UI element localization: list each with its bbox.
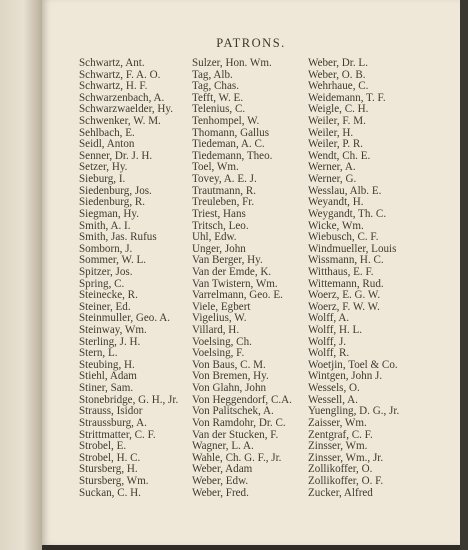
patron-name: Zinsser, Wm. [308, 440, 368, 453]
patron-name: Tritsch, Leo. [192, 219, 249, 232]
patron-name: Zollikoffer, O. [308, 463, 373, 476]
patron-column-2 [192, 58, 292, 499]
patron-name: Steinecke, R. [79, 289, 138, 302]
patron-name: Siedenburg, R. [79, 196, 146, 209]
patron-name: Sterling, J. H. [79, 335, 141, 348]
patron-name: Wiebusch, C. F. [308, 231, 379, 244]
patron-name: Triest, Hans [192, 207, 246, 220]
patron-name: Zinsser, Wm., Jr. [308, 451, 384, 464]
patron-name: Siedenburg, Jos. [79, 184, 152, 197]
patron-name: Suckan, C. H. [79, 486, 141, 499]
patron-name: Strobel, E. [79, 440, 127, 453]
patron-name: Stern, L. [79, 347, 118, 360]
patron-name: Von Glahn, John [192, 382, 267, 395]
patron-name: Strauss, Isidor [79, 405, 143, 418]
patron-name: Strittmatter, C. F. [79, 428, 156, 441]
patron-name: Telenius, C. [192, 103, 246, 116]
patron-name: Vigelius, W. [192, 312, 247, 325]
patron-name: Zaisser, Wm. [308, 416, 367, 429]
patron-name: Somborn, J. [79, 242, 133, 255]
patron-name: Witthaus, E. F. [308, 265, 374, 278]
patron-name: Weber, Dr. L. [308, 57, 368, 69]
patron-name: Woerz, E. G. W. [308, 289, 381, 302]
patron-name: Sulzer, Hon. Wm. [192, 57, 272, 69]
patron-name: Unger, John [192, 242, 246, 255]
page-edge [460, 0, 468, 550]
patron-name: Wolff, R. [308, 347, 350, 360]
patron-name: Tenhompel, W. [192, 115, 260, 128]
patron-name: Schwarzenbach, A. [79, 91, 165, 104]
patron-name: Steinmuller, Geo. A. [79, 312, 171, 325]
patron-name: Steiner, Ed. [79, 300, 131, 313]
patron-name: Weigle, C. H. [308, 103, 369, 116]
patron-name: Smith, Jas. Rufus [79, 231, 157, 244]
patron-name: Voelsing, Ch. [192, 335, 252, 348]
patron-name: Van Berger, Hy. [192, 254, 263, 267]
patron-name: Weyandt, H. [308, 196, 364, 209]
patron-name: Zentgraf, C. F. [308, 428, 373, 441]
patron-name: Werner, A. [308, 161, 356, 174]
patron-name: Strobel, H. C. [79, 451, 141, 464]
patron-name: Stursberg, Wm. [79, 474, 149, 487]
patron-name: Woetjin, Toel & Co. [308, 358, 398, 371]
patron-name: Stiner, Sam. [79, 382, 134, 395]
patron-name: Wessell, A. [308, 393, 358, 406]
patron-name: Zollikoffer, O. F. [308, 474, 384, 487]
patron-name: Von Palitschek, A. [192, 405, 274, 418]
patron-name: Spitzer, Jos. [79, 265, 133, 278]
patron-name: Voelsing, F. [192, 347, 245, 360]
patron-name: Trautmann, R. [192, 184, 257, 197]
patron-name: Wehrhaue, C. [308, 80, 369, 93]
patron-name: Wolff, H. L. [308, 324, 363, 337]
patron-name: Tefft, W. E. [192, 91, 244, 104]
patron-name: Windmueller, Louis [308, 242, 397, 255]
patron-name: Von Bremen, Hy. [192, 370, 269, 383]
patron-name: Smith, A. I. [79, 219, 131, 232]
patron-name: Schwartz, H. F. [79, 80, 148, 93]
patron-name: Steubing, H. [79, 358, 135, 371]
patron-name: Wintgen, John J. [308, 370, 383, 383]
patron-name: Von Baus, C. M. [192, 358, 266, 371]
patron-name: Senner, Dr. J. H. [79, 149, 153, 162]
patron-name: Viele, Egbert [192, 300, 251, 313]
patron-name: Yuengling, D. G., Jr. [308, 405, 400, 418]
patron-name: Varrelmann, Geo. E. [192, 289, 283, 302]
patron-name: Seidl, Anton [79, 138, 135, 151]
patron-name: Von Ramdohr, Dr. C. [192, 416, 286, 429]
patron-name: Wissmann, H. C. [308, 254, 384, 267]
patron-name: Weber, Fred. [192, 486, 249, 499]
patron-name: Tag, Chas. [192, 80, 239, 93]
patron-name: Uhl, Edw. [192, 231, 237, 244]
patron-name: Wessels, O. [308, 382, 360, 395]
patron-name: Stonebridge, G. H., Jr. [79, 393, 179, 406]
patron-name: Wahle, Ch. G. F., Jr. [192, 451, 282, 464]
patron-name: Wicke, Wm. [308, 219, 364, 232]
patron-name: Wolff, J. [308, 335, 347, 348]
patron-name: Tiedemann, Theo. [192, 149, 273, 162]
patron-name: Stiehl, Adam [79, 370, 137, 383]
patron-name: Thomann, Gallus [192, 126, 270, 139]
patron-name: Wolff, A. [308, 312, 350, 325]
patron-name: Van Twistern, Wm. [192, 277, 278, 290]
patron-name: Steinway, Wm. [79, 324, 147, 337]
patron-name: Wendt, Ch. E. [308, 149, 371, 162]
book-gutter [0, 0, 42, 550]
patron-name: Weber, Adam [192, 463, 253, 476]
patron-name: Van der Emde, K. [192, 265, 272, 278]
patron-name: Stursberg, H. [79, 463, 138, 476]
patron-column-3 [308, 58, 399, 499]
patron-column-1 [79, 58, 178, 499]
patron-name: Weidemann, T. F. [308, 91, 386, 104]
patron-name: Schwartz, F. A. O. [79, 68, 161, 81]
patron-name: Schwenker, W. M. [79, 115, 161, 128]
patron-name: Siegman, Hy. [79, 207, 139, 220]
patron-name: Sieburg, I. [79, 173, 126, 186]
patron-name: Treuleben, Fr. [192, 196, 255, 209]
page-heading: PATRONS. [216, 36, 286, 50]
patron-name: Weygandt, Th. C. [308, 207, 387, 220]
patron-name: Setzer, Hy. [79, 161, 128, 174]
patron-name: Van der Stucken, F. [192, 428, 279, 441]
patron-name: Schwarzwaelder, Hy. [79, 103, 174, 116]
patron-name: Weiler, P. R. [308, 138, 364, 151]
patron-name: Sehlbach, E. [79, 126, 135, 139]
patron-name: Wagner, L. A. [192, 440, 254, 453]
patron-name: Tovey, A. E. J. [192, 173, 257, 186]
patron-name: Werner, G. [308, 173, 357, 186]
patron-name: Tag, Alb. [192, 68, 233, 81]
patron-name: Tiedeman, A. C. [192, 138, 265, 151]
patron-name: Villard, H. [192, 324, 240, 337]
patron-name: Toel, Wm. [192, 161, 239, 174]
patron-name: Weber, Edw. [192, 474, 249, 487]
patron-name: Weiler, F. M. [308, 115, 366, 128]
patron-name: Straussburg, A. [79, 416, 147, 429]
patron-name: Weiler, H. [308, 126, 354, 139]
patron-name: Weber, O. B. [308, 68, 366, 81]
patron-name: Von Heggendorf, C.A. [192, 393, 292, 406]
patron-name: Wesslau, Alb. E. [308, 184, 382, 197]
patron-name: Wittemann, Rud. [308, 277, 384, 290]
patron-name: Sommer, W. L. [79, 254, 147, 267]
patron-name: Zucker, Alfred [308, 486, 373, 499]
patron-name: Schwartz, Ant. [79, 57, 145, 69]
patron-name: Woerz, F. W. W. [308, 300, 380, 313]
patron-name: Spring, C. [79, 277, 125, 290]
